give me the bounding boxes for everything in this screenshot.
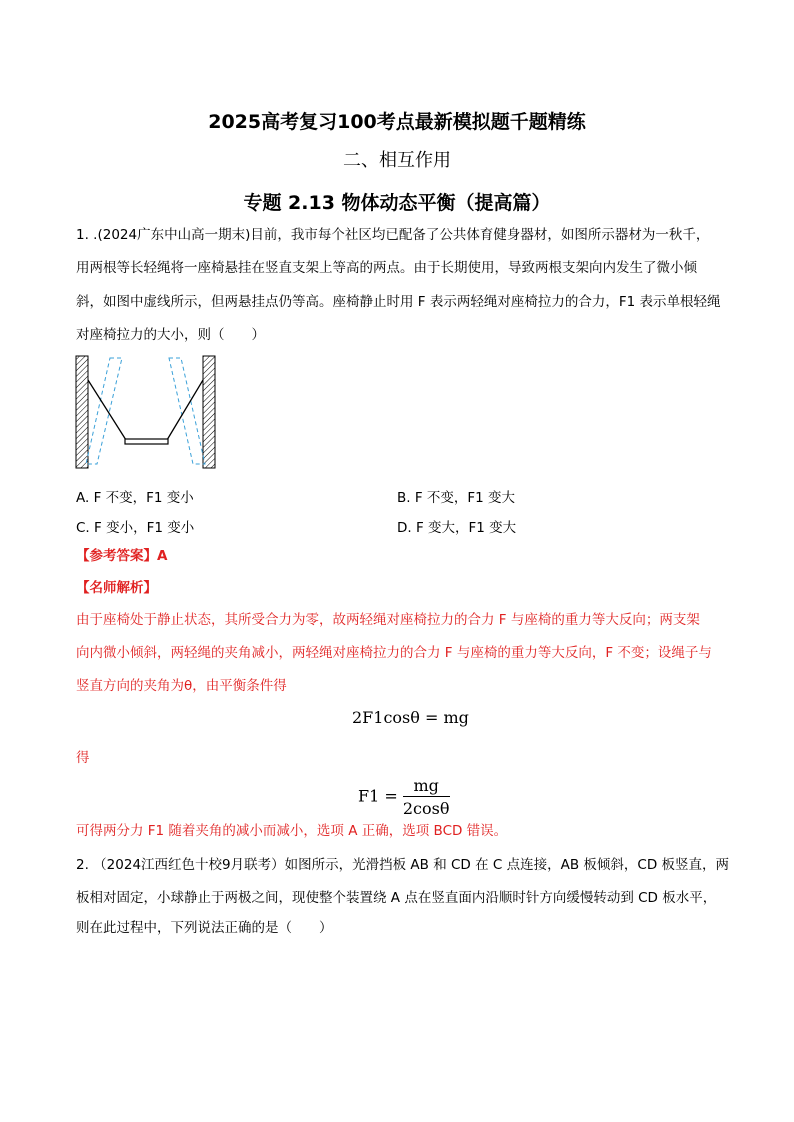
topic-title: 专题 2.13 物体动态平衡（提高篇）: [243, 192, 551, 214]
answer-label: 【参考答案】A: [76, 548, 168, 564]
formula-equilibrium: 2F1cosθ = mg: [352, 708, 469, 727]
q1-line-2: 用两根等长轻绳将一座椅悬挂在竖直支架上等高的两点。由于长期使用，导致两根支架向内发生了微小倾: [76, 260, 697, 276]
q2-line-3: 则在此过程中，下列说法正确的是（ ）: [76, 920, 333, 936]
left-tilted-post: [86, 358, 122, 464]
left-rope: [88, 380, 126, 440]
document-title: 2025高考复习100考点最新模拟题千题精练: [208, 111, 586, 133]
right-tilted-post: [169, 358, 205, 464]
conclusion-text: 可得两分力 F1 随着夹角的减小而减小，选项 A 正确，选项 BCD 错误。: [76, 823, 508, 839]
q1-line-4: 对座椅拉力的大小，则（ ）: [76, 327, 265, 343]
chapter-title: 二、相互作用: [343, 150, 451, 171]
formula-f1-denominator: 2cosθ: [402, 799, 450, 818]
seat: [125, 439, 168, 444]
analysis-line-2: 向内微小倾斜，两轻绳的夹角减小，两轻绳对座椅拉力的合力 F 与座椅的重力等大反向，F 不变；设绳子与: [76, 645, 712, 661]
option-d: D. F 变大，F1 变大: [397, 520, 517, 536]
formula-f1-lhs: F1 =: [358, 786, 398, 806]
formula-f1-numerator: mg: [403, 776, 450, 797]
analysis-label: 【名师解析】: [76, 580, 157, 596]
option-a: A. F 不变，F1 变小: [76, 490, 194, 506]
de-text: 得: [76, 750, 90, 766]
q2-line-1: 2. （2024江西红色十校9月联考）如图所示，光滑挡板 AB 和 CD 在 C 点连接，AB 板倾斜，CD 板竖直，两: [76, 857, 730, 873]
option-b: B. F 不变，F1 变大: [397, 490, 516, 506]
formula-f1-fraction: [403, 776, 450, 818]
left-post: [76, 356, 88, 468]
right-post: [203, 356, 215, 468]
analysis-line-1: 由于座椅处于静止状态，其所受合力为零，故两轻绳对座椅拉力的合力 F 与座椅的重力等大反向；两支架: [76, 612, 700, 628]
q2-line-2: 板相对固定，小球静止于两极之间，现使整个装置绕 A 点在竖直面内沿顺时针方向缓慢转动到 CD 板水平，: [76, 890, 717, 906]
analysis-line-3: 竖直方向的夹角为θ，由平衡条件得: [76, 678, 287, 694]
q1-line-1: 1. .(2024广东中山高一期末)目前，我市每个社区均已配备了公共体育健身器材，如图所示器材为一秋千，: [76, 227, 710, 243]
swing-diagram: [72, 352, 222, 472]
q1-line-3: 斜，如图中虚线所示，但两悬挂点仍等高。座椅静止时用 F 表示两轻绳对座椅拉力的合力，F1 表示单根轻绳: [76, 294, 721, 310]
formula-f1: [358, 776, 450, 818]
option-c: C. F 变小，F1 变小: [76, 520, 195, 536]
